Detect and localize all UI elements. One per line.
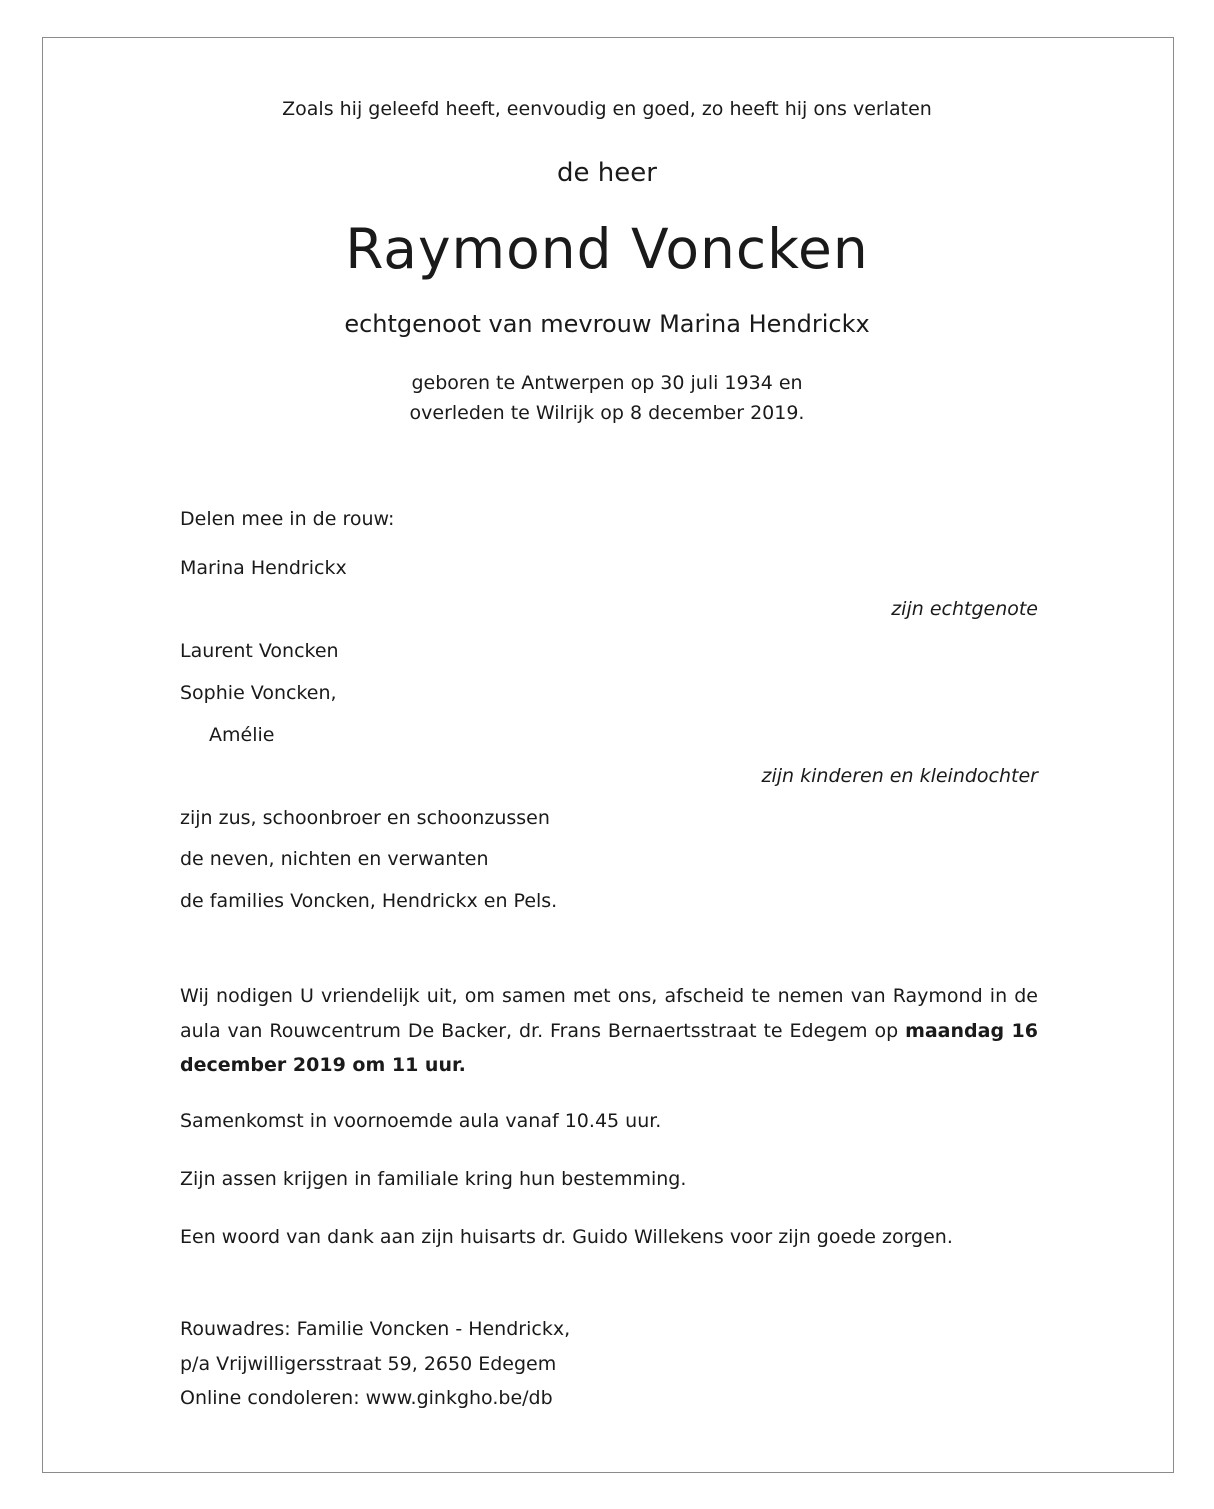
thanks-text: Een woord van dank aan zijn huisarts dr. Guido Willekens voor zijn goede zorgen. [180, 1226, 953, 1248]
ceremony-invitation [180, 979, 1038, 1083]
invitation-date: maandag 16 december 2019 om 11 uur. [180, 1019, 1038, 1076]
spouse-line: echtgenoot van mevrouw Marina Hendrickx [344, 310, 870, 338]
deceased-name: Raymond Voncken [345, 217, 869, 281]
mourning-address [180, 1312, 570, 1416]
born-line: geboren te Antwerpen op 30 juli 1934 en [411, 372, 803, 394]
life-dates [0, 368, 1214, 428]
mourner-spouse-role: zijn echtgenote [891, 598, 1038, 620]
mourners-intro: Delen mee in de rouw: [180, 508, 395, 530]
mourner-relatives: de neven, nichten en verwanten [180, 848, 489, 870]
condolence-link: Online condoleren: www.ginkgho.be/db [180, 1387, 553, 1409]
mourner-child: Sophie Voncken, [180, 682, 337, 704]
died-line: overleden te Wilrijk op 8 december 2019. [409, 402, 805, 424]
invitation-text: Wij nodigen U vriendelijk uit, om samen met ons, afscheid te nemen van Raymond in de aula van Rouwcentrum De Backer, dr. Frans Bernaertsstraat te Edegem op [180, 985, 1038, 1042]
mourner-relatives: zijn zus, schoonbroer en schoonzussen [180, 807, 550, 829]
salutation: de heer [557, 158, 657, 188]
mourner-children-role: zijn kinderen en kleindochter [761, 765, 1038, 787]
mourner-families: de families Voncken, Hendrickx en Pels. [180, 890, 558, 912]
mourner-grandchild: Amélie [209, 724, 275, 746]
address-line: Rouwadres: Familie Voncken - Hendrickx, [180, 1318, 571, 1340]
opening-quote: Zoals hij geleefd heeft, eenvoudig en goed, zo heeft hij ons verlaten [282, 98, 932, 120]
address-line: p/a Vrijwilligersstraat 59, 2650 Edegem [180, 1352, 557, 1375]
gathering-text: Samenkomst in voornoemde aula vanaf 10.45 uur. [180, 1110, 662, 1132]
ashes-text: Zijn assen krijgen in familiale kring hun bestemming. [180, 1168, 687, 1190]
mourner-spouse: Marina Hendrickx [180, 557, 347, 579]
mourner-child: Laurent Voncken [180, 640, 339, 662]
